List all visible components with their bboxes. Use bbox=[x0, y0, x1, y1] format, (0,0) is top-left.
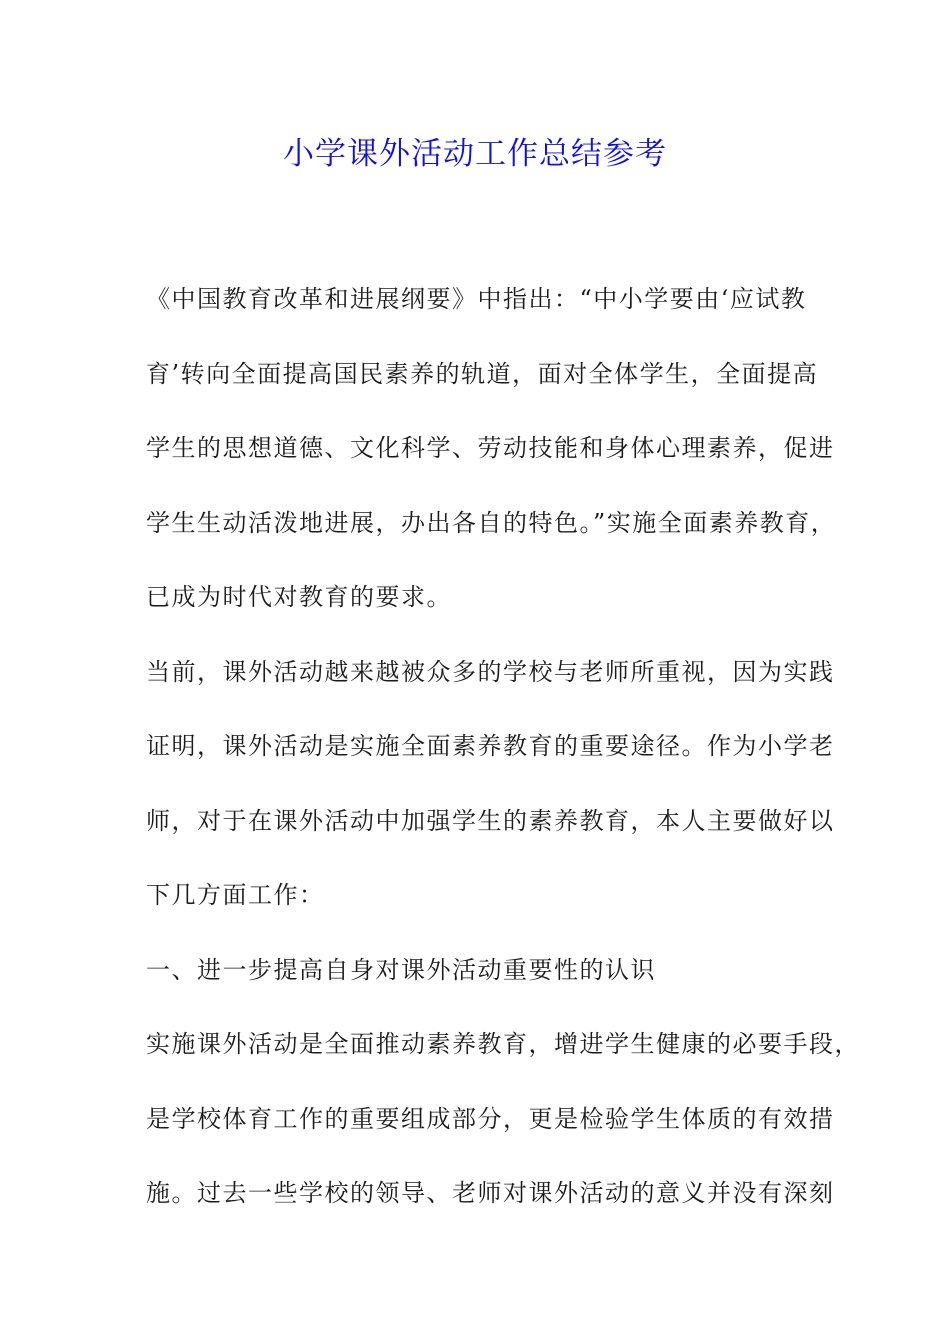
body-line: 当前，课外活动越来越被众多的学校与老师所重视，因为实践 bbox=[146, 657, 835, 686]
body-line: 育’转向全面提高国民素养的轨道，面对全体学生，全面提高 bbox=[146, 359, 819, 388]
body-line: 学生生动活泼地进展，办出各自的特色。”实施全面素养教育， bbox=[146, 508, 837, 537]
body-line: 学生的思想道德、文化科学、劳动技能和身体心理素养，促进 bbox=[146, 434, 835, 462]
body-line: 是学校体育工作的重要组成部分，更是检验学生体质的有效措 bbox=[146, 1104, 835, 1133]
document-title: 小学课外活动工作总结参考 bbox=[283, 136, 667, 172]
body-line: 证明，课外活动是实施全面素养教育的重要途径。作为小学老 bbox=[146, 732, 835, 760]
document-body bbox=[146, 262, 860, 1231]
body-line: 《中国教育改革和进展纲要》中指出：“中小学要由‘应试教 bbox=[146, 285, 807, 313]
body-line: 师，对于在课外活动中加强学生的素养教育，本人主要做好以 bbox=[146, 806, 835, 835]
body-line: 施。过去一些学校的领导、老师对课外活动的意义并没有深刻 bbox=[146, 1179, 835, 1207]
section-heading: 一、进一步提高自身对课外活动重要性的认识 bbox=[146, 955, 656, 984]
body-line: 实施课外活动是全面推动素养教育，增进学生健康的必要手段， bbox=[146, 1030, 860, 1058]
body-line: 下几方面工作： bbox=[146, 881, 325, 909]
body-line: 已成为时代对教育的要求。 bbox=[146, 583, 452, 611]
